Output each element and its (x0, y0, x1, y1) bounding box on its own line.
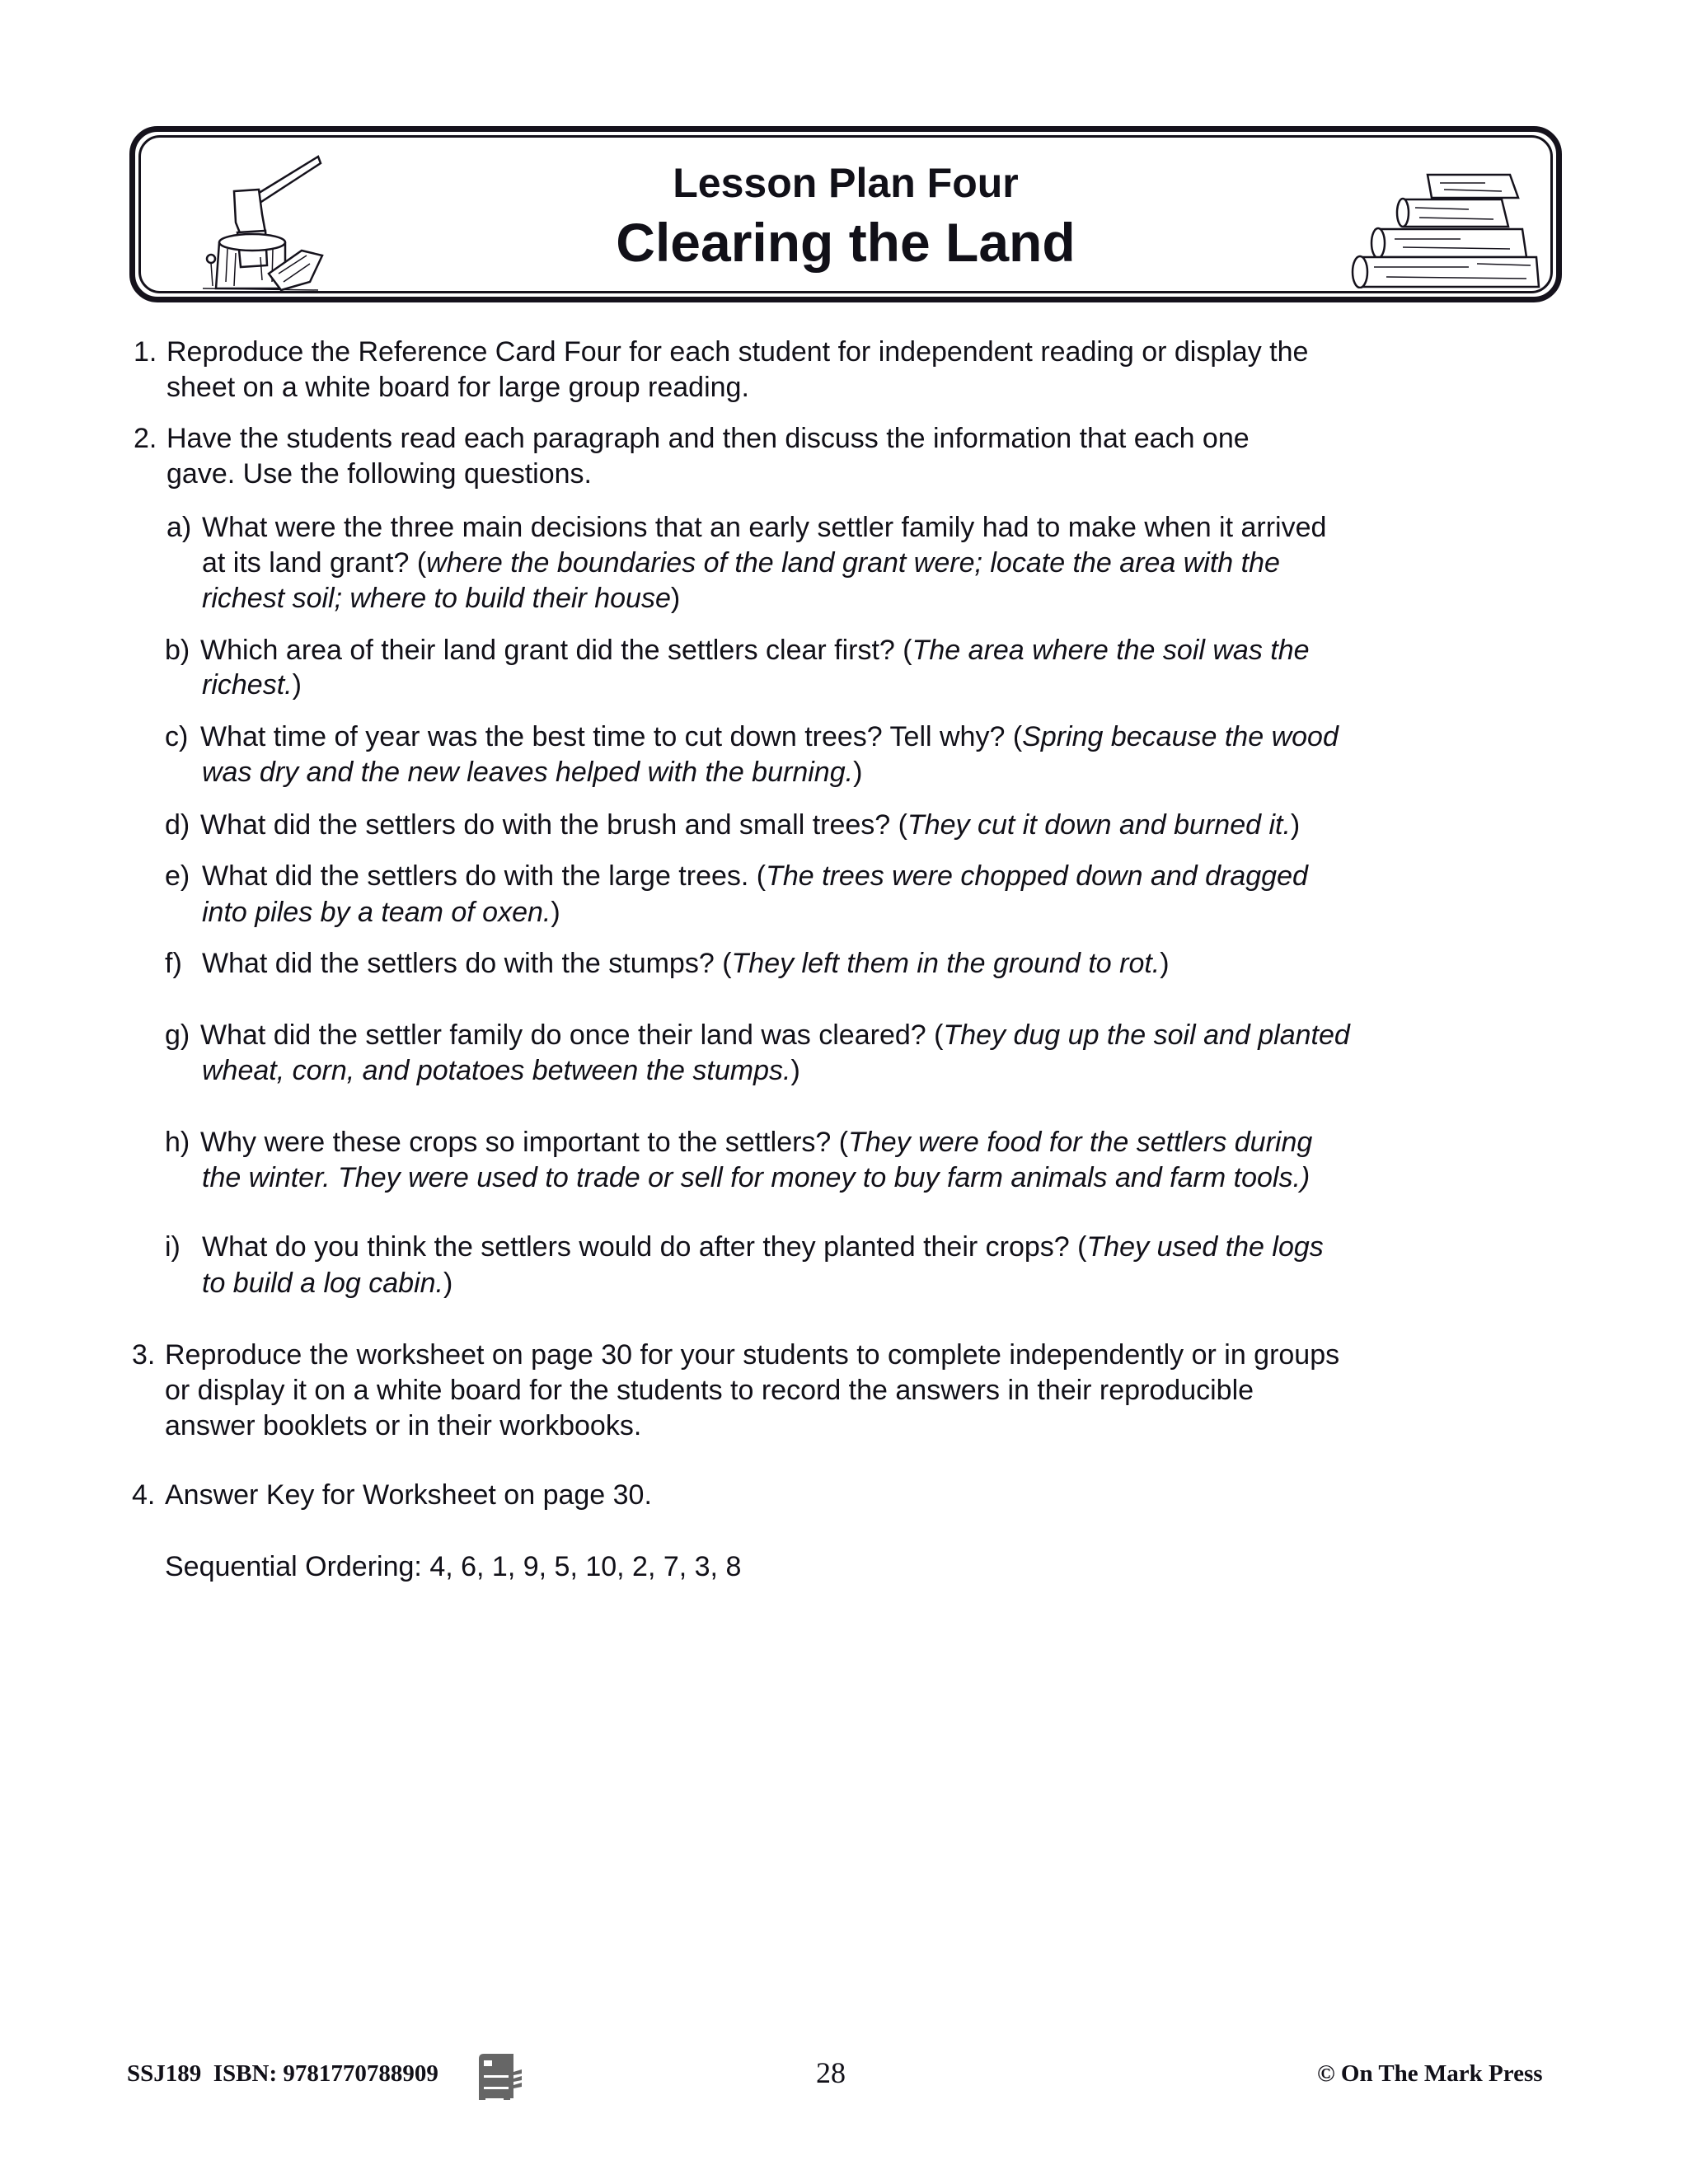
question-e-line-1: What did the settlers do with the large trees. (The trees were chopped down and dragged (202, 860, 1308, 892)
question-h-line-1: Why were these crops so important to the settlers? (They were food for the settlers during (200, 1127, 1313, 1158)
item-2-number: 2. (134, 423, 157, 454)
question-e-label: e) (165, 860, 190, 892)
photocopier-icon (474, 2052, 525, 2102)
question-c-line-1: What time of year was the best time to cut down trees? Tell why? (Spring because the wood (200, 721, 1339, 752)
answer-text: where the boundaries of the land grant were; locate the area with the (426, 547, 1280, 579)
product-code: SSJ189 (127, 2060, 202, 2087)
answer-text: They used the logs (1086, 1231, 1324, 1263)
answer-text: richest. (202, 669, 293, 701)
answer-text: The area where the soil was the (912, 635, 1310, 666)
question-c-label: c) (165, 721, 189, 752)
answer-key-line (165, 1553, 741, 1581)
answer-text: They were food for the settlers during (848, 1127, 1313, 1158)
answer-text: the winter. They were used to trade or sell for money to buy farm animals and farm tools.) (202, 1162, 1311, 1193)
answer-text: The trees were chopped down and dragged (766, 860, 1308, 892)
question-d-label: d) (165, 809, 190, 841)
question-a-label: a) (166, 512, 192, 543)
answer-text: richest soil; where to build their house (202, 583, 671, 614)
question-b-line-1: Which area of their land grant did the settlers clear first? (The area where the soil was the (200, 635, 1310, 666)
question-a-line-3: richest soil; where to build their house) (202, 583, 681, 614)
item-1-line-2: sheet on a white board for large group reading. (166, 372, 749, 403)
question-b-line-2: richest.) (202, 669, 302, 701)
question-a-line-1: What were the three main decisions that an early settler family had to make when it arrived (202, 512, 1327, 543)
lesson-header-box (129, 126, 1562, 302)
question-g-label: g) (165, 1019, 190, 1051)
lesson-subtitle: Lesson Plan Four (673, 160, 1019, 206)
answer-text: was dry and the new leaves helped with the burning. (202, 757, 854, 788)
item-4-number: 4. (132, 1479, 156, 1511)
lesson-title: Clearing the Land (616, 212, 1076, 273)
question-i-label: i) (165, 1231, 181, 1263)
question-e-line-2: into piles by a team of oxen.) (202, 897, 560, 928)
question-b-label: b) (165, 635, 190, 666)
question-i-line-2: to build a log cabin.) (202, 1268, 453, 1299)
log-pile-icon (1345, 165, 1543, 288)
item-3-line-1: Reproduce the worksheet on page 30 for your students to complete independently or in groups (165, 1339, 1340, 1371)
item-1-line-1: Reproduce the Reference Card Four for each student for independent reading or display the (166, 336, 1309, 368)
item-2-line-2: gave. Use the following questions. (166, 458, 592, 490)
item-4-line-1: Answer Key for Worksheet on page 30. (165, 1479, 652, 1511)
question-f-label: f) (165, 948, 182, 979)
question-h-line-2 (202, 1164, 1310, 1192)
answer-text: They left them in the ground to rot. (731, 948, 1160, 979)
item-1 (134, 338, 157, 366)
isbn-label: ISBN: (213, 2060, 278, 2087)
item-3-line-2: or display it on a white board for the students to record the answers in their reproducible (165, 1375, 1254, 1406)
answer-text: into piles by a team of oxen. (202, 897, 551, 928)
question-h-label: h) (165, 1127, 190, 1158)
answer-key-label: Sequential Ordering: (165, 1551, 422, 1582)
question-a-line-2: at its land grant? (where the boundaries of the land grant were; locate the area with the (202, 547, 1280, 579)
question-i-line-1: What do you think the settlers would do after they planted their crops? (They used the logs (202, 1231, 1324, 1263)
question-g-line-1: What did the settler family do once their land was cleared? (They dug up the soil and planted (200, 1019, 1350, 1051)
question-g-line-2: wheat, corn, and potatoes between the stumps.) (202, 1055, 800, 1086)
answer-text: to build a log cabin. (202, 1268, 443, 1299)
axe-in-stump-icon (186, 150, 326, 294)
item-1-number: 1. (134, 336, 157, 368)
item-3-line-3: answer booklets or in their workbooks. (165, 1410, 642, 1441)
isbn-number: 9781770788909 (283, 2060, 438, 2087)
answer-text: Spring because the wood (1022, 721, 1339, 752)
question-f-line-1: What did the settlers do with the stumps? (They left them in the ground to rot.) (202, 948, 1170, 979)
answer-key-values: 4, 6, 1, 9, 5, 10, 2, 7, 3, 8 (429, 1551, 742, 1582)
answer-text: wheat, corn, and potatoes between the stumps. (202, 1055, 791, 1086)
copyright: © On The Mark Press (1317, 2060, 1543, 2087)
answer-text: They dug up the soil and planted (943, 1019, 1350, 1051)
question-d-line-1: What did the settlers do with the brush and small trees? (They cut it down and burned it.) (200, 809, 1301, 841)
item-3-number: 3. (132, 1339, 156, 1371)
item-2-line-1: Have the students read each paragraph and then discuss the information that each one (166, 423, 1250, 454)
page-number: 28 (816, 2056, 846, 2089)
footer-isbn (127, 2060, 438, 2088)
answer-text: They cut it down and burned it. (907, 809, 1291, 841)
question-c-line-2: was dry and the new leaves helped with the burning.) (202, 757, 863, 788)
